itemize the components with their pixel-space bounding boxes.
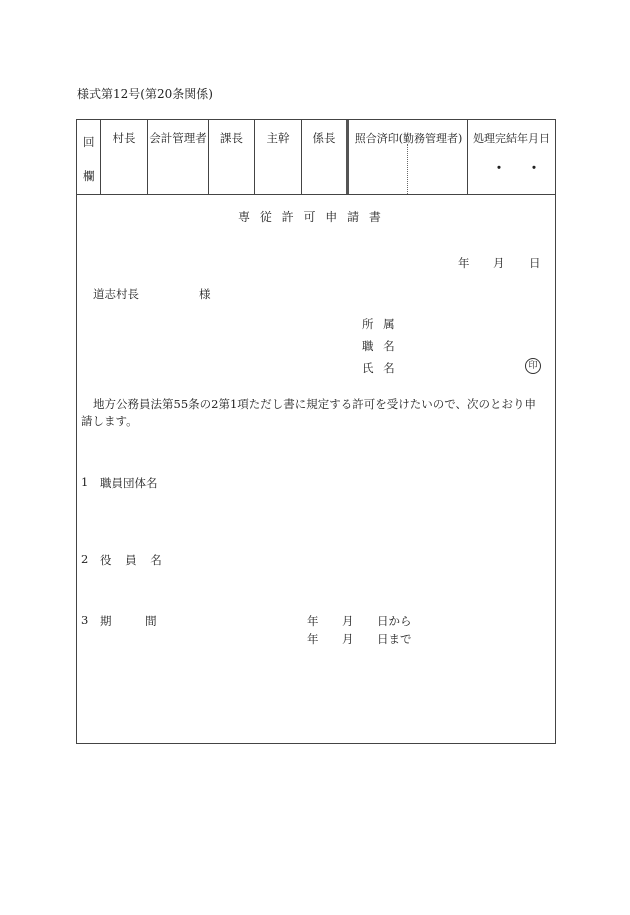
item-number: 3 [81,613,89,627]
date-year: 年 [458,256,470,270]
item-number: 2 [81,552,89,566]
body-text-line2: 請します。 [81,414,138,428]
form-title: 専 従 許 可 申 請 書 [238,210,381,224]
thick-divider [346,120,349,194]
item-label-period: 期 間 [100,614,157,628]
circulation-label-bottom: 欄 [83,169,95,183]
form-code: 様式第12号(第20条関係) [77,87,213,101]
position-label: 職 名 [362,339,395,353]
approval-supervisor: 主幹 [266,131,290,145]
period-from-day: 日から [377,614,412,628]
date-dot: ・ [492,161,506,177]
approval-mayor: 村長 [112,131,136,145]
completion-date: 処理完結年月日 [473,132,550,145]
circulation-label-top: 回 [83,135,95,149]
approval-row [77,120,555,195]
period-from-year: 年 [307,614,319,628]
addressee-honorific: 様 [199,287,211,301]
approval-section-chief: 課長 [220,131,243,145]
period-to-month: 月 [342,632,354,646]
date-day: 日 [529,256,541,270]
item-number: 1 [81,475,89,489]
name-label: 氏 名 [362,361,395,375]
verification-seal: 照合済印(勤務管理者) [354,132,463,145]
item-label-union: 職員団体名 [100,476,158,490]
item-label-officer: 役 員 名 [100,553,162,567]
approval-accountant: 会計管理者 [149,131,207,145]
dotted-divider [407,144,408,194]
addressee-name: 道志村長 [93,287,139,301]
seal-mark: 印 [525,358,541,374]
body-text-line1: 地方公務員法第55条の2第1項ただし書に規定する許可を受けたいので、次のとおり申 [93,397,537,411]
affiliation-label: 所 属 [362,317,395,331]
approval-subsection-chief: 係長 [312,131,336,145]
date-dot: ・ [527,161,541,177]
period-to-year: 年 [307,632,319,646]
period-to-day: 日まで [377,632,412,646]
date-month: 月 [493,256,505,270]
period-from-month: 月 [342,614,354,628]
